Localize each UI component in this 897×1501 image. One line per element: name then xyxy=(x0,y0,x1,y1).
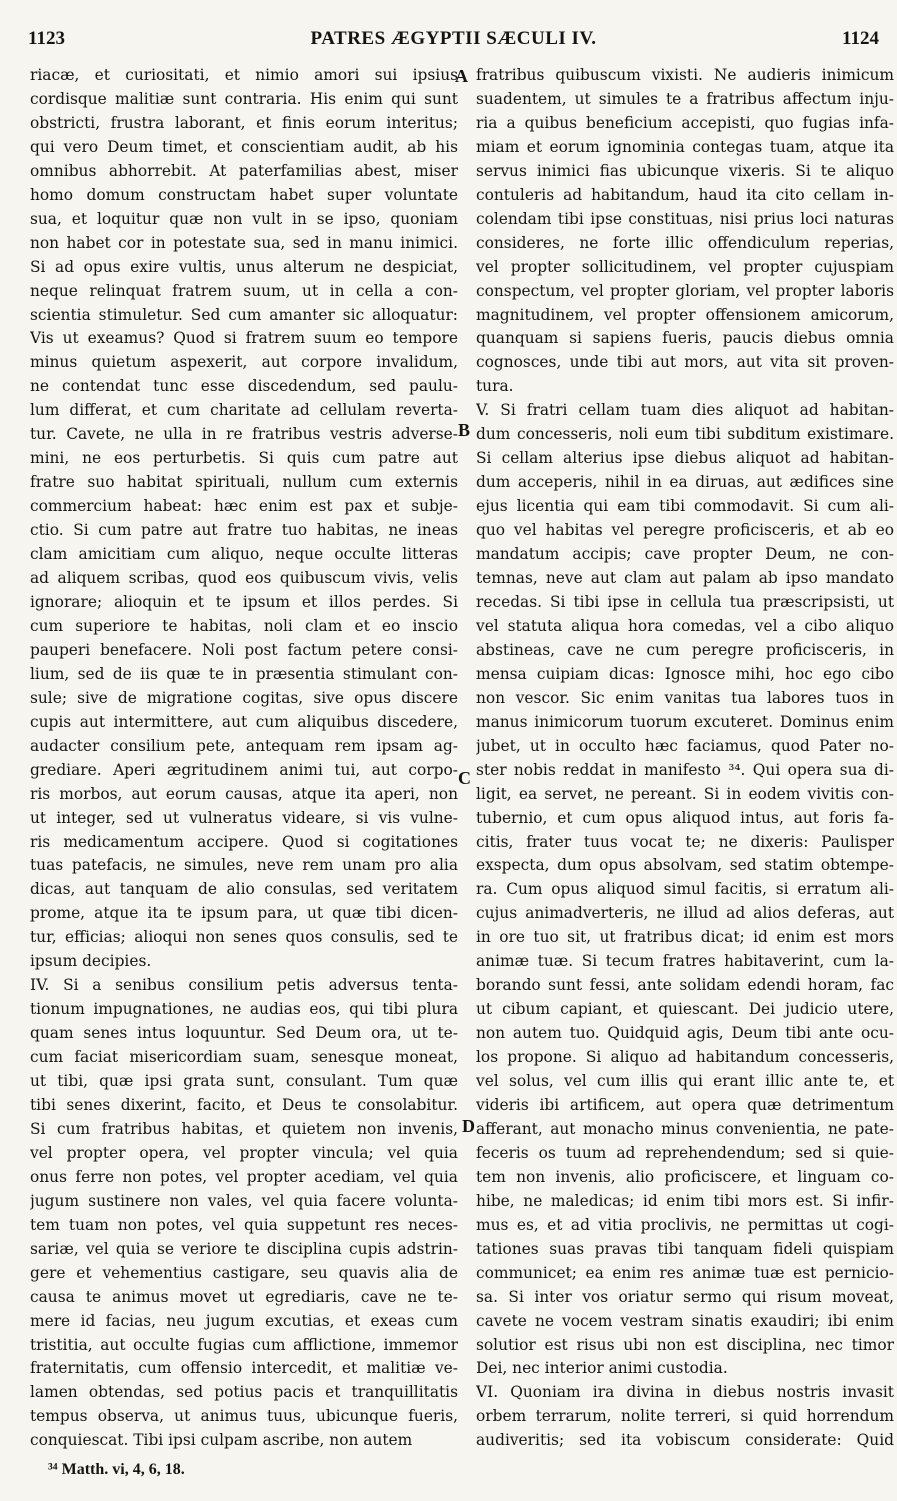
text-line: in ore tuo sit, ut fratribus dicat; id enim est mors xyxy=(476,928,894,947)
text-line: ejus licentia qui eam tibi commodavit. Si cum ali- xyxy=(476,497,894,516)
text-line: quam senes intus loquuntur. Sed Deum ora, ut te- xyxy=(30,1024,458,1043)
text-line: lamen obtendas, sed potius pacis et tranquillitatis xyxy=(30,1383,458,1402)
text-line: omnibus abhorrebit. At paterfamilias abest, miser xyxy=(30,161,458,180)
text-line: ligit, ea servet, ne pereant. Si in eodem vivitis con- xyxy=(476,784,894,803)
text-line: temnas, neve aut clam aut palam ab ipso mandato xyxy=(476,569,894,588)
text-line: ris medicamentum accipere. Quod si cogitationes xyxy=(30,832,458,851)
text-line: cum faciat misericordiam suam, senesque moneat, xyxy=(30,1048,458,1067)
text-line: dum acceperis, nihil in ea diruas, aut ædifices sine xyxy=(476,473,894,492)
text-line: vel statuta aliqua hora comedas, vel a cibo aliquo xyxy=(476,616,894,635)
text-line: neque relinquat fratrem suum, ut in cella a con- xyxy=(30,281,458,300)
text-line: tempus observa, ut animus tuus, ubicunque fueris, xyxy=(30,1407,458,1426)
text-line: obstricti, frustra laborant, et finis eorum interitus; xyxy=(30,113,458,132)
text-line: cum superiore te habitas, noli clam et eo inscio xyxy=(30,616,458,635)
text-line: mus es, et ad vitia proclivis, ne permittas ut cogi- xyxy=(476,1215,894,1234)
page-header xyxy=(28,28,879,58)
text-line: fraternitatis, cum offensio intercedit, et malitiæ ve- xyxy=(30,1359,458,1378)
text-line: contuleris ad habitandum, haud ita cito cellam in- xyxy=(476,185,894,204)
text-line: conquiescat. Tibi ipsi culpam ascribe, non autem xyxy=(30,1431,413,1450)
text-line: solutior est risus ubi non est disciplina, nec timor xyxy=(476,1335,894,1354)
text-line: mere id facias, neu jugum excutias, et exeas cum xyxy=(30,1311,458,1330)
margin-marker-b: B xyxy=(458,420,471,440)
text-line: tur, efficias; alioqui non senes quos consulis, sed te xyxy=(30,928,458,947)
text-line: ad aliquem scribas, quod eos quibuscum vivis, velis xyxy=(30,569,458,588)
text-line: Vis ut exeamus? Quod si fratrem suum eo tempore xyxy=(30,329,458,348)
text-line: cordisque malitiæ sunt contraria. His enim qui sunt xyxy=(30,89,458,108)
text-line: vel solus, vel cum illis qui erant illic ante te, et xyxy=(476,1072,894,1091)
text-line: homo domum constructam habet super voluntate xyxy=(30,185,458,204)
text-line: gere et vehementius castigare, seu quavis alia de xyxy=(30,1263,458,1282)
text-line: mandatum accipis; cave propter Deum, ne con- xyxy=(476,545,894,564)
margin-marker-c: C xyxy=(458,768,471,788)
text-line: ut integer, sed ut vulneratus videare, si vis vulne- xyxy=(30,808,458,827)
text-line: Si ad opus exire vultis, unus alterum ne despiciat, xyxy=(30,257,458,276)
text-line: non vescor. Sic enim vanitas tua labores tuos in xyxy=(476,688,894,707)
text-line: commercium habeat: hæc enim est pax et subje- xyxy=(30,497,458,516)
text-line: manus inimicorum tuorum excuteret. Dominus enim xyxy=(476,712,894,731)
left-column xyxy=(30,64,458,1453)
text-line: mensa cuipiam dicas: Ignosce mihi, hoc ego cibo xyxy=(476,664,894,683)
text-line: pauperi benefacere. Noli post factum petere consi- xyxy=(30,640,458,659)
text-line: ra. Cum opus aliquod simul facitis, si erratum ali- xyxy=(476,880,894,899)
text-line: ster nobis reddat in manifesto ³⁴. Qui opera sua di- xyxy=(476,760,894,779)
text-line: tem non invenis, alio proficiscere, et linguam co- xyxy=(476,1167,894,1186)
text-line: afferant, aut monacho minus convenientia, ne pate- xyxy=(476,1119,894,1138)
text-line: grediare. Aperi ægritudinem animi tui, aut corpo- xyxy=(30,760,458,779)
text-line: consideres, ne forte illic offendiculum reperias, xyxy=(476,233,894,252)
text-line: sariæ, vel quia se veriore te disciplina cupis adstrin- xyxy=(30,1239,458,1258)
text-line: audiveritis; sed ita vobiscum considerate: Quid xyxy=(476,1431,894,1450)
text-line: lum differat, et cum charitate ad cellulam reverta- xyxy=(30,401,458,420)
text-line: tubernio, et cum opus aliquod intus, aut foris fa- xyxy=(476,808,894,827)
text-line: quanquam si sapiens fueris, paucis diebus omnia xyxy=(476,329,894,348)
text-line: ctio. Si cum patre aut fratre tuo habitas, ne ineas xyxy=(30,521,458,540)
text-line: tuas patefacis, ne simules, neve rem unam pro alia xyxy=(30,856,458,875)
text-line: VI. Quoniam ira divina in diebus nostris invasit xyxy=(476,1383,894,1402)
text-line: recedas. Si tibi ipse in cellula tua præscripsisti, ut xyxy=(476,592,894,611)
margin-marker-d: D xyxy=(462,1116,475,1136)
text-line: miam et eorum ignominia contegas tuam, atque ita xyxy=(476,137,894,156)
text-line: V. Si fratri cellam tuam dies aliquot ad habitan- xyxy=(476,401,894,420)
text-line: sa. Si inter vos oriatur sermo qui risum moveat, xyxy=(476,1287,894,1306)
text-line: onus ferre non potes, vel propter acediam, vel quia xyxy=(30,1167,458,1186)
page-number-right: 1124 xyxy=(842,28,879,49)
text-line: ignorare; alioquin et te ipsum et illos perdes. Si xyxy=(30,592,458,611)
text-line: non habet cor in potestate sua, sed in manu inimici. xyxy=(30,233,458,252)
text-line: causa te animus movet ut egrediaris, cave ne te- xyxy=(30,1287,458,1306)
text-line: orbem terrarum, nolite terreri, si quid horrendum xyxy=(476,1407,894,1426)
text-line: magnitudinem, vel propter offensionem amicorum, xyxy=(476,305,894,324)
text-line: prome, atque ita te ipsum para, ut quæ tibi dicen- xyxy=(30,904,458,923)
text-line: tibi senes dixerint, facito, et Deus te consolabitur. xyxy=(30,1095,458,1114)
text-line: vel propter sollicitudinem, vel propter cujuspiam xyxy=(476,257,894,276)
text-line: tationes suas pravas tibi tanquam fideli quispiam xyxy=(476,1239,894,1258)
text-line: cujus animadverteris, ne illud ad alios deferas, aut xyxy=(476,904,894,923)
text-line: abstineas, cave ne cum peregre proficisceris, in xyxy=(476,640,894,659)
text-line: ut cibum capiant, et quiescant. Dei judicio utere, xyxy=(476,1000,894,1019)
text-line: Dei, nec interior animi custodia. xyxy=(476,1359,728,1378)
text-line: clam amicitiam cum aliquo, neque occulte litteras xyxy=(30,545,458,564)
text-line: tionum impugnationes, ne audias eos, qui tibi plura xyxy=(30,1000,458,1019)
text-line: Si cellam alterius ipse diebus aliquot ad habitan- xyxy=(476,449,894,468)
text-line: quo vel habitas vel peregre proficisceris, et ab eo xyxy=(476,521,894,540)
text-line: non autem tuo. Quidquid agis, Deum tibi ante ocu- xyxy=(476,1024,894,1043)
text-line: suadentem, ut simules te a fratribus affectum inju- xyxy=(476,89,894,108)
text-line: audacter consilium pete, antequam rem ipsam ag- xyxy=(30,736,458,755)
text-line: borando sunt fessi, ante solidam edendi horam, fac xyxy=(476,976,894,995)
text-line: citis, frater tuus vocat te; ne dixeris: Paulisper xyxy=(476,832,894,851)
text-line: riacæ, et curiositati, et nimio amori sui ipsius xyxy=(30,66,458,84)
text-line: dicas, aut tanquam de alio consulas, sed veritatem xyxy=(30,880,458,899)
text-line: ipsum decipies. xyxy=(30,952,152,971)
text-line: tem tuam non potes, vel quia suppetunt res neces- xyxy=(30,1215,458,1234)
right-column xyxy=(476,64,894,1453)
running-title: PATRES ÆGYPTII SÆCULI IV. xyxy=(310,28,597,49)
text-line: tristitia, aut occulte fugias cum afflictione, immemor xyxy=(30,1335,458,1354)
text-line: dum concesseris, noli eum tibi subditum existimare. xyxy=(476,425,894,444)
text-line: mini, ne eos perturbetis. Si quis cum patre aut xyxy=(30,449,458,468)
text-line: ris morbos, aut eorum causas, atque ita aperi, non xyxy=(30,784,458,803)
text-line: ut tibi, quæ ipsi grata sunt, consulant. Tum quæ xyxy=(30,1072,458,1091)
text-line: ne contendat tunc esse discedendum, sed paulu- xyxy=(30,377,458,396)
text-line: cavete ne vocem vestram sinatis exaudiri; ibi enim xyxy=(476,1311,894,1330)
text-line: hibe, ne maledicas; id enim tibi mors est. Si infir- xyxy=(476,1191,894,1210)
text-line: scientia stimuletur. Sed cum amanter sic alloquatur: xyxy=(30,305,458,324)
margin-marker-a: A xyxy=(455,66,468,86)
text-line: cupis aut intermittere, aut cum aliquibus discedere, xyxy=(30,712,458,731)
text-line: colendam tibi ipse constituas, nisi prius loci naturas xyxy=(476,209,894,228)
text-line: lium, sed de iis quæ te in præsentia stimulant con- xyxy=(30,664,458,683)
text-line: servus inimici fias ubicunque vixeris. Si te aliquo xyxy=(476,161,894,180)
text-line: fratribus quibuscum vixisti. Ne audieris inimicum xyxy=(476,66,894,84)
text-line: feceris os tuum ad reprehendendum; sed si quie- xyxy=(476,1143,894,1162)
text-line: los propone. Si aliquo ad habitandum concesseris, xyxy=(476,1048,894,1067)
text-line: sua, et loquitur quæ non vult in se ipso, quoniam xyxy=(30,209,458,228)
page-number-left: 1123 xyxy=(28,28,65,49)
text-line: conspectum, vel propter gloriam, vel propter laboris xyxy=(476,281,894,300)
text-line: exspecta, dum opus absolvam, sed statim obtempe- xyxy=(476,856,894,875)
text-line: videris ibi artificem, aut opera quæ detrimentum xyxy=(476,1095,894,1114)
text-line: jubet, ut in occulto hæc faciamus, quod Pater no- xyxy=(476,736,894,755)
text-line: sule; sive de migratione cogitas, sive opus discere xyxy=(30,688,458,707)
text-line: minus quietum aspexerit, aut corpore invalidum, xyxy=(30,353,458,372)
text-line: tura. xyxy=(476,377,514,396)
text-line: animæ tuæ. Si tecum fratres habitaverint, cum la- xyxy=(476,952,894,971)
text-line: qui vero Deum timet, et conscientiam audit, ab his xyxy=(30,137,458,156)
text-line: communicet; ea enim res animæ tuæ est pernicio- xyxy=(476,1263,894,1282)
text-line: Si cum fratribus habitas, et quietem non invenis, xyxy=(30,1119,458,1138)
text-line: jugum sustinere non vales, vel quia facere volunta- xyxy=(30,1191,458,1210)
text-line: vel propter opera, vel propter vincula; vel quia xyxy=(30,1143,458,1162)
footnote: ³⁴ Matth. vi, 4, 6, 18. xyxy=(48,1461,185,1478)
text-line: ria a quibus beneficium accepisti, quo fugias infa- xyxy=(476,113,894,132)
text-line: IV. Si a senibus consilium petis adversus tenta- xyxy=(30,976,458,995)
text-line: tur. Cavete, ne ulla in re fratribus vestris adverse- xyxy=(30,425,458,444)
text-line: cognosces, unde tibi aut mors, aut vita sit proven- xyxy=(476,353,894,372)
text-line: fratre suo habitat spirituali, nullum cum externis xyxy=(30,473,458,492)
